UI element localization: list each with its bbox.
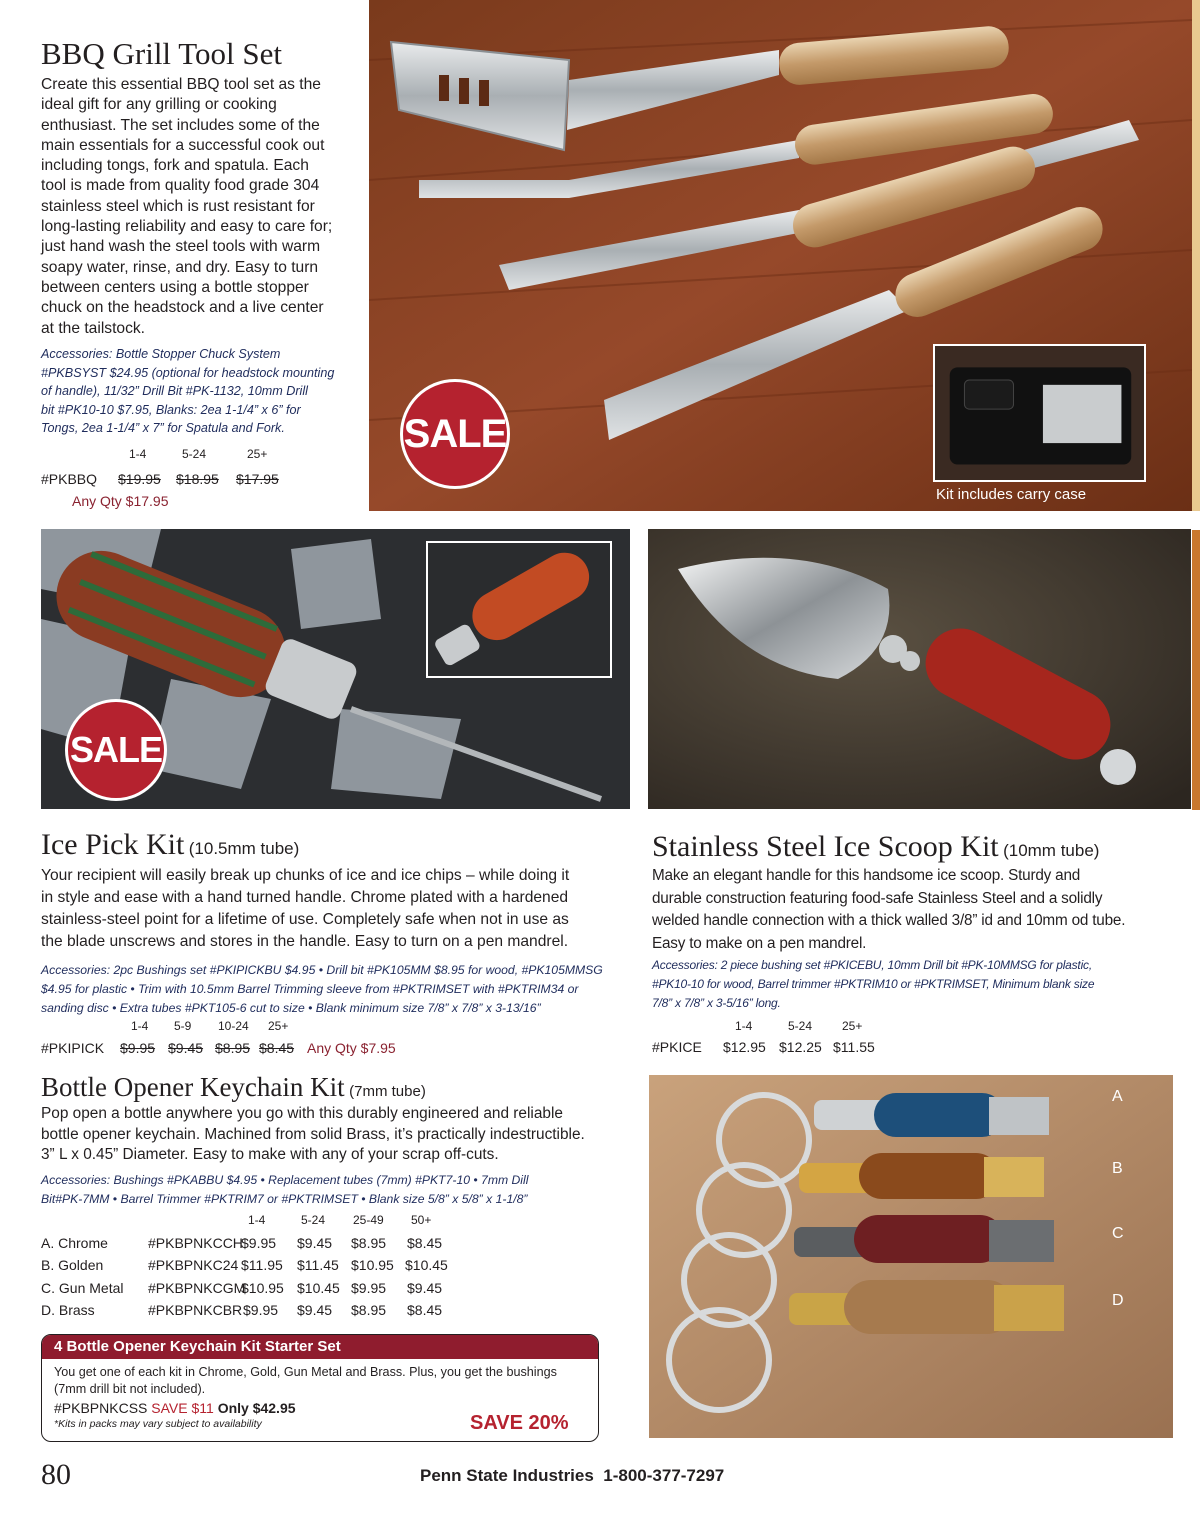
variant-price: $8.95 [351,1235,387,1251]
bbq-description: Create this essential BBQ tool set as the ideal gift for any grilling or cooking enthusiast. The set includes some of the main essentials for a successful cook out including tongs, fork and spatula. Each tool is made from quality food grade 304 stainless steel which is rust resistant for long-lasting reliability and easy to care for; just hand wash the steel tools with warm soapy water, rinse, and dry. Easy to turn between centers using a bottle stopper chuck on the headstock and a live center at the tailstock. [41,76,333,337]
save-percent-label: SAVE 20% [470,1412,569,1434]
ice-scoop-price: $11.55 [833,1039,875,1055]
qty-header: 25+ [247,447,268,461]
qty-header: 1-4 [248,1213,266,1227]
variant-sku: #PKBPNKCGM [148,1280,246,1296]
ice-pick-subtitle: (10.5mm tube) [188,839,300,858]
variant-price: $8.45 [407,1235,443,1251]
ice-pick-price: $8.45 [259,1040,295,1056]
bbq-price-grid [41,447,361,517]
bottle-opener-description: Pop open a bottle anywhere you go with this durably engineered and reliable bottle opener keychain. Machined from solid Brass, it’s practically indestructible. 3” L x 0.45” Diameter. Easy to make with any of your scrap off-cuts. [41,1105,585,1163]
starter-set-price: Only $42.95 [217,1400,296,1416]
variant-price: $9.95 [241,1235,277,1251]
variant-sku: #PKBPNKC24 [148,1257,239,1273]
variant-sku: #PKBPNKCCH [148,1235,243,1251]
variant-price: $11.95 [241,1257,283,1273]
bbq-sku: #PKBBQ [41,471,98,487]
variant-name: A. Chrome [41,1235,108,1251]
variant-letter-b: B [1112,1160,1123,1177]
variant-price: $10.45 [405,1257,448,1273]
ice-pick-price: $9.95 [120,1040,156,1056]
bbq-sale-badge: SALE [403,382,507,486]
ice-scoop-subtitle: (10mm tube) [1003,841,1100,860]
starter-set-box [41,1334,599,1442]
ice-pick-price: $9.45 [168,1040,204,1056]
bottle-opener-heading [41,1074,426,1101]
ice-pick-price: $8.95 [215,1040,251,1056]
bbq-any-qty-price: Any Qty $17.95 [72,493,169,509]
qty-header: 5-24 [182,447,207,461]
starter-set-body: You get one of each kit in Chrome, Gold, Gun Metal and Brass. Plus, you get the bushings (7mm drill bit not included). #PKBPNKCSS SAVE $11 Only $42.95 *Kits in packs may vary subject to availability [42,1359,598,1431]
bbq-price: $18.95 [176,471,219,487]
variant-sku: #PKBPNKCBR [148,1302,243,1318]
bottle-opener-subtitle: (7mm tube) [349,1083,426,1100]
company-phone-line: Penn State Industries 1-800-377-7297 [420,1466,725,1485]
variant-price: $9.45 [297,1302,333,1318]
ice-scoop-photo [648,529,1191,809]
carry-case-inset-photo [933,344,1146,482]
qty-header: 25-49 [353,1213,384,1227]
qty-header: 1-4 [131,1019,149,1033]
ice-scoop-accessories: Accessories: 2 piece bushing set #PKICEBU, 10mm Drill bit #PK-10MMSG for plastic, #PK10-10 for wood, Barrel trimmer #PKTRIM10 or #PKTRIMSET, Minimum blank size 7/8” x 7/8” x 3-5/16” long. [652,958,1095,1010]
ice-scoop-description: Make an elegant handle for this handsome ice scoop. Sturdy and durable construction featuring food-safe Stainless Steel and a solidly welded handle connection with a thick walled 3/8” id and 10mm od tube. Easy to make on a pen mandrel. [652,867,1126,952]
starter-set-note: *Kits in packs may vary subject to availability [54,1418,262,1430]
variant-name: B. Golden [41,1257,104,1273]
qty-header: 25+ [268,1019,289,1033]
qty-header: 5-24 [301,1213,326,1227]
starter-set-sku: #PKBPNKCSS [54,1400,148,1416]
variant-name: D. Brass [41,1302,95,1318]
variant-name: C. Gun Metal [41,1280,124,1296]
variant-letter-d: D [1112,1292,1124,1309]
bottle-opener-title: Bottle Opener Keychain Kit [41,1072,345,1102]
qty-header: 1-4 [735,1019,753,1033]
variant-price: $9.95 [243,1302,279,1318]
variant-price: $10.45 [297,1280,340,1296]
qty-header: 1-4 [129,447,147,461]
ice-pick-description: Your recipient will easily break up chunks of ice and ice chips – while doing it in style and ease with a hand turned handle. Chrome plated with a hardened stainless-steel point for a lifetime of use. Completely safe when not in use as the blade unscrews and stores in the handle. Easy to turn on a pen mandrel. [41,867,570,950]
variant-price: $11.45 [297,1257,339,1273]
ice-pick-sale-badge: SALE [68,702,164,798]
qty-header: 5-24 [788,1019,813,1033]
variant-price: $9.95 [351,1280,387,1296]
right-edge-strip-top [1192,0,1200,511]
ice-scoop-title: Stainless Steel Ice Scoop Kit [652,830,999,863]
variant-price: $8.45 [407,1302,443,1318]
bbq-accessories: Accessories: Bottle Stopper Chuck System #PKBSYST $24.95 (optional for headstock mounting of handle), 11/32” Drill Bit #PK-1132, 10mm Drill bit #PK10-10 $7.95, Blanks: 2ea 1-1/4” x 6” for Tongs, 2ea 1-1/4” x 7” for Spatula and Fork. [41,347,335,436]
qty-header: 5-9 [174,1019,192,1033]
page-number: 80 [41,1458,71,1491]
ice-scoop-price: $12.25 [779,1039,822,1055]
ice-scoop-price-grid [652,1019,952,1063]
ice-pick-title: Ice Pick Kit [41,828,185,861]
bbq-title: BBQ Grill Tool Set [41,36,282,71]
carry-case-caption: Kit includes carry case [936,486,1087,503]
qty-header: 25+ [842,1019,863,1033]
ice-pick-accessories: Accessories: 2pc Bushings set #PKIPICKBU $4.95 • Drill bit #PK105MM $8.95 for wood, #PK105MMSG $4.95 for plastic • Trim with 10.5mm Barrel Trimming sleeve from #PKTRIMSET with #PKTRIM34 or sanding disc • Extra tubes #PKT105-6 cut to size • Blank minimum size 7/8” x 7/8” x 3-13/16” [41,963,603,1015]
ice-scoop-heading [652,832,1099,862]
ice-pick-heading [41,830,299,860]
bottle-opener-price-table [41,1213,461,1323]
bbq-price: $17.95 [236,471,279,487]
variant-price: $9.45 [297,1235,333,1251]
qty-header: 50+ [411,1213,432,1227]
ice-scoop-price: $12.95 [723,1039,766,1055]
variant-letter-c: C [1112,1225,1124,1242]
ice-pick-price-grid [41,1019,441,1063]
variant-price: $8.95 [351,1302,387,1318]
right-edge-strip-bottom [1192,530,1200,810]
variant-price: $10.95 [241,1280,284,1296]
variant-price: $9.45 [407,1280,443,1296]
ice-pick-handle-inset-photo [426,541,612,678]
ice-pick-any-qty-price: Any Qty $7.95 [307,1040,396,1056]
bottle-opener-accessories: Accessories: Bushings #PKABBU $4.95 • Replacement tubes (7mm) #PKT7-10 • 7mm Dill Bit#PK-7MM • Barrel Trimmer #PKTRIM7 or #PKTRIMSET • Blank size 5/8” x 5/8” x 1-1/8” [41,1173,529,1206]
ice-pick-sku: #PKIPICK [41,1040,105,1056]
bottle-opener-keychains-photo [649,1075,1173,1438]
ice-scoop-sku: #PKICE [652,1039,702,1055]
qty-header: 10-24 [218,1019,249,1033]
starter-set-save: SAVE $11 [151,1400,214,1416]
variant-letter-a: A [1112,1088,1123,1105]
starter-set-title: 4 Bottle Opener Keychain Kit Starter Set [42,1335,598,1359]
bbq-price: $19.95 [118,471,161,487]
variant-price: $10.95 [351,1257,394,1273]
